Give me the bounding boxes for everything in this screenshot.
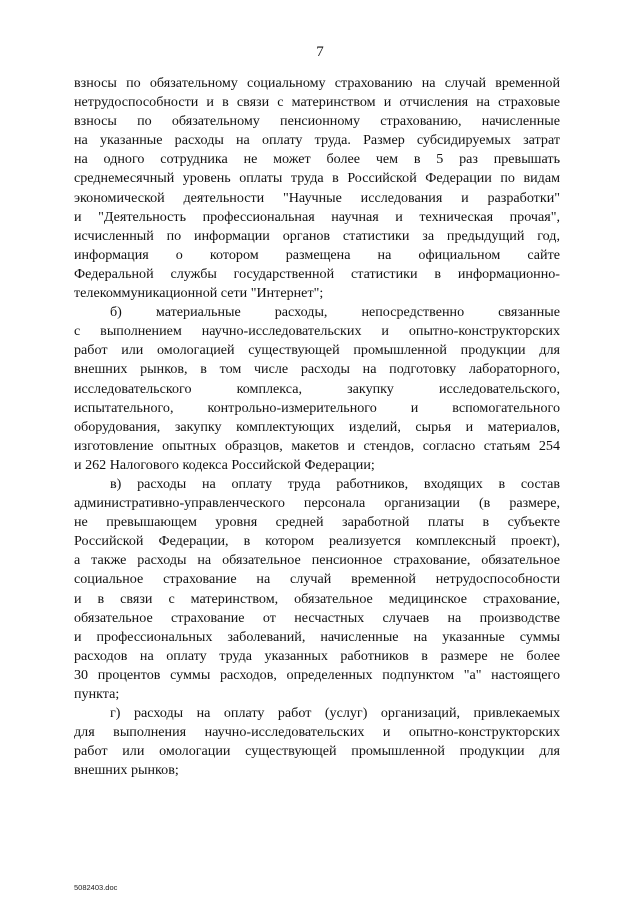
text-line: исследовательского комплекса, закупку исследовательского, (74, 380, 560, 397)
text-line: г) расходы на оплату работ (услуг) организаций, привлекаемых (110, 705, 560, 722)
text-line: информация о котором размещена на официальном сайте (74, 246, 560, 263)
text-line: для выполнения научно-исследовательских и опытно-конструкторских (74, 724, 560, 741)
text-line: и в связи с материнством, обязательное медицинское страхование, (74, 590, 560, 607)
text-line: внешних рынков; (74, 762, 179, 779)
text-line: б) материальные расходы, непосредственно связанные (110, 304, 560, 321)
text-line: взносы по обязательному пенсионному страхованию, начисленные (74, 113, 560, 130)
text-line: обязательное страхование от несчастных случаев на производстве (74, 609, 560, 626)
document-filename: 5082403.doc (74, 883, 118, 892)
text-line: внешних рынков, в том числе расходы на подготовку лабораторного, (74, 361, 560, 378)
page-number: 7 (316, 44, 324, 60)
text-line: и "Деятельность профессиональная научная и техническая прочая", (74, 208, 560, 225)
text-line: оборудования, закупку комплектующих изделий, сырья и материалов, (74, 418, 560, 435)
text-line: экономической деятельности "Научные исследования и разработки" (74, 189, 560, 206)
text-line: пункта; (74, 686, 120, 702)
text-line: социальное страхование на случай временной нетрудоспособности (74, 571, 560, 588)
text-line: испытательного, контрольно-измерительного и вспомогательного (74, 399, 560, 416)
text-line: работ или омологации существующей промышленной продукции для (74, 743, 560, 760)
text-line: расходов на оплату труда указанных работников в размере не более (74, 647, 560, 664)
text-line: на указанные расходы на оплату труда. Размер субсидируемых затрат (74, 132, 560, 149)
text-line: взносы по обязательному социальному страхованию на случай временной (74, 75, 560, 91)
text-line: а также расходы на обязательное пенсионное страхование, обязательное (74, 552, 560, 569)
text-line: Российской Федерации, в котором реализуется комплексный проект), (74, 533, 560, 550)
text-line: не превышающем уровня средней заработной платы в субъекте (74, 514, 560, 531)
text-line: работ или омологацией существующей промышленной продукции для (74, 342, 560, 359)
text-line: и профессиональных заболеваний, начисленные на указанные суммы (74, 628, 560, 645)
text-line: нетрудоспособности и в связи с материнством и отчисления на страховые (74, 94, 560, 111)
text-line: в) расходы на оплату труда работников, входящих в состав (110, 475, 560, 492)
text-line: и 262 Налогового кодекса Российской Федерации; (74, 456, 375, 473)
text-line: на одного сотрудника не может более чем в 5 раз превышать (74, 151, 560, 168)
text-line: административно-управленческого персонала организации (в размере, (74, 495, 560, 512)
text-line: изготовление опытных образцов, макетов и стендов, согласно статьям 254 (74, 437, 560, 454)
text-line: Федеральной службы государственной статистики в информационно- (74, 265, 560, 282)
text-line: телекоммуникационной сети "Интернет"; (74, 285, 324, 302)
document-body (74, 74, 560, 780)
text-line: среднемесячный уровень оплаты труда в Российской Федерации по видам (74, 170, 560, 187)
text-line: с выполнением научно-исследовательских и опытно-конструкторских (74, 323, 560, 340)
text-line: 30 процентов суммы расходов, определенных подпунктом "а" настоящего (74, 666, 560, 683)
text-line: исчисленный по информации органов статистики за предыдущий год, (74, 227, 560, 244)
